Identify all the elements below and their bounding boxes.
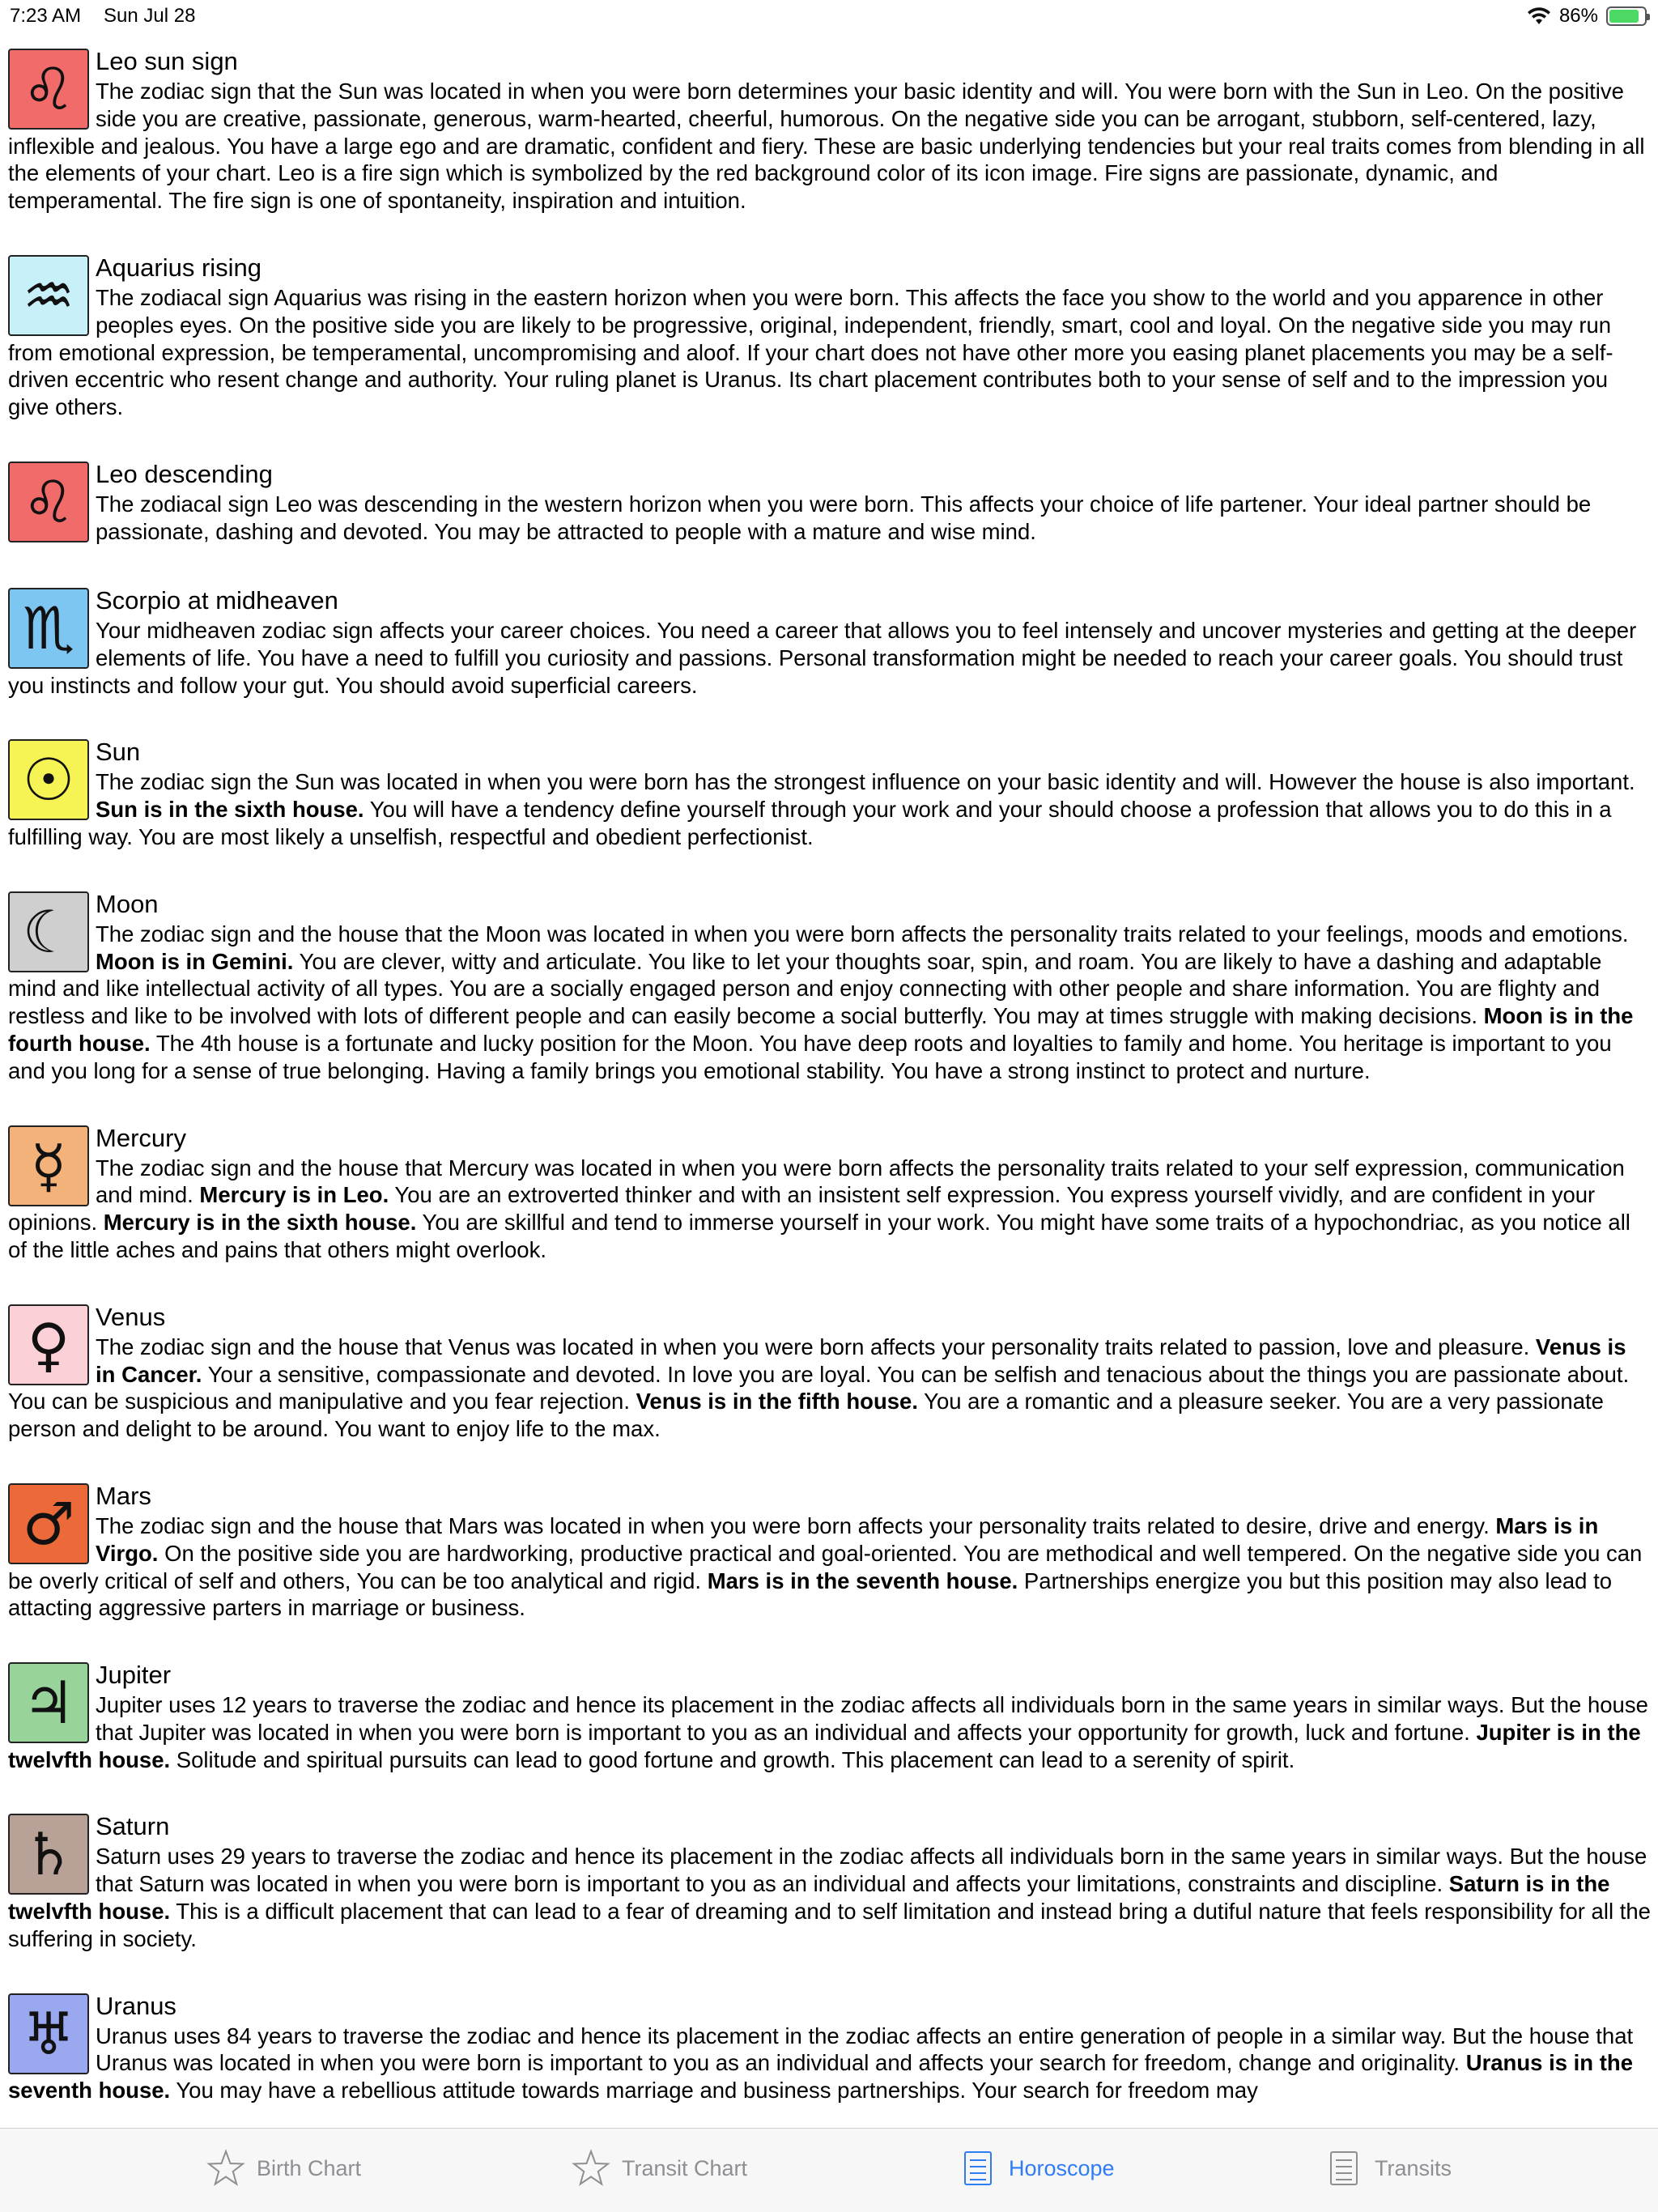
glyph: ☾ bbox=[22, 897, 75, 966]
uranus-icon bbox=[8, 1993, 89, 2074]
tab-horoscope-label: Horoscope bbox=[1009, 2155, 1115, 2180]
description-text: Jupiter uses 12 years to traverse the zodiac and hence its placement in the zodiac affects all individuals born in the same years in similar ways. But the house that Jupiter was located in when you were born is important to you as an individual and affects your opportunity for growth, luck and fortune. bbox=[96, 1692, 1648, 1745]
entry-title: Saturn bbox=[96, 1812, 170, 1841]
tab-transits-label: Transits bbox=[1375, 2155, 1452, 2180]
scorpio-icon bbox=[8, 588, 89, 669]
status-date: Sun Jul 28 bbox=[104, 5, 196, 27]
status-time: 7:23 AM bbox=[10, 5, 82, 27]
horoscope-entry bbox=[8, 252, 1652, 421]
description-text: The zodiac sign the Sun was located in when you were born has the strongest influence on your basic identity and will. However the house is also important. bbox=[96, 769, 1635, 795]
description-text: The zodiacal sign Aquarius was rising in the eastern horizon when you were born. This affects the face you show to the world and you apparence in other peoples eyes. On the positive side you are likely to be progressive, original, independent, friendly, smart, cool and loyal. On the negative side you may run from emotional expression, be temperamental, uncompromising and aloof. If your chart does not have other more you easing planet placements you may be a self-driven eccentric who resent change and authority. Your ruling planet is Uranus. Its chart placement contributes both to your sense of self and to the impression you give others. bbox=[8, 284, 1613, 420]
tab-transit-chart[interactable] bbox=[572, 2148, 747, 2189]
bold-highlight: Uranus is in the seventh house. bbox=[8, 2050, 1633, 2104]
entry-title: Mars bbox=[96, 1481, 151, 1510]
description-text: Uranus uses 84 years to traverse the zodiac and hence its placement in the zodiac affects an entire generation of people in a similar way. But the house that Uranus was located in when you were born is important to you as an individual and affects your search for freedom, change and originality. bbox=[96, 2023, 1634, 2076]
status-right bbox=[1527, 3, 1647, 29]
entry-title: Venus bbox=[96, 1302, 166, 1331]
entry-description bbox=[8, 617, 1652, 699]
description-text: On the positive side you are hardworking, productive practical and goal-oriented. You are methodical and well tempered. On the negative side you can be overly critical of self and others, You can be too analytical and rigid. bbox=[8, 1540, 1643, 1593]
tab-birth-chart-label: Birth Chart bbox=[257, 2155, 362, 2180]
bold-highlight: Moon is in the fourth house. bbox=[8, 1003, 1634, 1056]
bold-highlight: Mercury is in Leo. bbox=[199, 1182, 389, 1208]
description-text: Saturn uses 29 years to traverse the zodiac and hence its placement in the zodiac affects all individuals born in the same years in similar ways. But the house that Saturn was located in when you were born is important to you as an individual and affects your limitations, constraints and discipline. bbox=[96, 1844, 1647, 1897]
entry-description bbox=[8, 78, 1652, 215]
horoscope-entry bbox=[8, 1659, 1652, 1773]
entry-title: Sun bbox=[96, 738, 141, 767]
description-text: Your midheaven zodiac sign affects your career choices. You need a career that allows you to feel intensely and uncover mysteries and getting at the deeper elements of life. You have a need to fulfill you curiosity and passions. Personal transformation might be needed to reach your career goals. You should trust you instincts and follow your gut. You should avoid superficial careers. bbox=[8, 617, 1637, 698]
description-text: The zodiac sign and the house that the Moon was located in when you were born affects the personality traits related to your feelings, moods and emotions. bbox=[96, 921, 1629, 946]
description-text: The zodiac sign and the house that Mars was located in when you were born affects your personality traits related to desire, drive and energy. bbox=[96, 1512, 1496, 1538]
star-icon bbox=[206, 2149, 245, 2188]
glyph: ♒ bbox=[22, 261, 75, 330]
bold-highlight: Mars is in Virgo. bbox=[96, 1512, 1599, 1566]
mercury-icon bbox=[8, 1125, 89, 1206]
tab-birth-chart[interactable] bbox=[206, 2148, 361, 2189]
glyph: ♃ bbox=[22, 1669, 75, 1738]
description-text: The 4th house is a fortunate and lucky position for the Moon. You have deep roots and loyalties to family and home. You heritage is important to you and you long for a sense of true belonging. Having a family brings you emotional stability. You have a strong instinct to protect and nurture. bbox=[8, 1030, 1612, 1083]
mars-icon bbox=[8, 1483, 89, 1564]
entry-description bbox=[8, 768, 1652, 850]
battery-icon bbox=[1606, 6, 1647, 26]
entry-title: Mercury bbox=[96, 1123, 186, 1152]
moon-icon bbox=[8, 891, 89, 972]
saturn-icon bbox=[8, 1814, 89, 1895]
description-text: You may have a rebellious attitude towards marriage and business partnerships. Your search for freedom may bbox=[170, 2078, 1258, 2104]
entry-description bbox=[8, 1691, 1652, 1773]
tab-transit-chart-label: Transit Chart bbox=[622, 2155, 748, 2180]
description-text: The zodiac sign and the house that Venus was located in when you were born affects your personality traits related to passion, love and pleasure. bbox=[96, 1334, 1536, 1359]
horoscope-entry bbox=[8, 1122, 1652, 1264]
bold-highlight: Venus is in the fifth house. bbox=[636, 1389, 918, 1414]
horoscope-entry bbox=[8, 585, 1652, 699]
horoscope-entry bbox=[8, 458, 1652, 547]
status-bar bbox=[0, 0, 1658, 32]
wifi-icon bbox=[1527, 6, 1551, 26]
description-text: The zodiac sign and the house that Mercury was located in when you were born affects the personality traits related to your self expression, communication and mind. bbox=[96, 1155, 1625, 1208]
list-icon bbox=[1324, 2149, 1363, 2188]
glyph: ♌ bbox=[22, 55, 75, 123]
description-text: The zodiac sign that the Sun was located in when you were born determines your basic identity and will. You were born with the Sun in Leo. On the positive side you are creative, passionate, generous, warm-hearted, cheerful, humorous. On the negative side you can be arrogant, stubborn, self-centered, lazy, inflexible and jealous. You have a large ego and are dramatic, confident and fiery. These are basic underlying tendencies but your real traits comes from blending in all the elements of your chart. Leo is a fire sign which is symbolized by the red background color of its icon image. Fire signs are passionate, dynamic, and temperamental. The fire sign is one of spontaneity, inspiration and intuition. bbox=[8, 79, 1645, 214]
entry-description bbox=[8, 1512, 1652, 1622]
venus-icon bbox=[8, 1304, 89, 1385]
bold-highlight: Mercury is in the sixth house. bbox=[103, 1210, 417, 1236]
horoscope-entry bbox=[8, 888, 1652, 1085]
battery-level-fill bbox=[1609, 10, 1639, 23]
entry-title: Jupiter bbox=[96, 1661, 172, 1690]
bold-highlight: Mars is in the seventh house. bbox=[707, 1568, 1018, 1593]
entry-description bbox=[8, 1334, 1652, 1443]
entry-title: Moon bbox=[96, 889, 159, 918]
bold-highlight: Saturn is in the twelvfth house. bbox=[8, 1871, 1610, 1925]
list-icon bbox=[959, 2149, 997, 2188]
horoscope-entry bbox=[8, 1810, 1652, 1952]
horoscope-list[interactable] bbox=[8, 45, 1652, 2128]
description-text: You will have a tendency define yourself through your work and your should choose a profession that allows you to do this in a fulfilling way. You are most likely a unselfish, respectful and obedient perfectionist. bbox=[8, 797, 1612, 849]
description-text: You are clever, witty and articulate. You like to let your thoughts soar, spin, and roam. You are likely to have a dashing and adaptable mind and like intellectual activity of all types. You are a socially engaged person and enjoy connecting with other people and share information. You are flighty and restless and like to be involved with lots of different people and can easily become a social butterfly. You may at times struggle with making decisions. bbox=[8, 948, 1602, 1029]
entry-title: Aquarius rising bbox=[96, 253, 262, 282]
description-text: Solitude and spiritual pursuits can lead to good fortune and growth. This placement can lead to a serenity of spirit. bbox=[170, 1746, 1295, 1772]
entry-title: Uranus bbox=[96, 1991, 176, 2020]
bold-highlight: Moon is in Gemini. bbox=[96, 948, 294, 974]
glyph: ♏ bbox=[22, 593, 75, 662]
glyph: ♄ bbox=[22, 1820, 75, 1889]
entry-title: Leo descending bbox=[96, 459, 273, 488]
tab-transits[interactable] bbox=[1324, 2148, 1452, 2189]
bold-highlight: Jupiter is in the twelvfth house. bbox=[8, 1719, 1641, 1772]
horoscope-entry bbox=[8, 736, 1652, 850]
jupiter-icon bbox=[8, 1662, 89, 1743]
glyph: ♌ bbox=[22, 467, 75, 536]
description-text: Partnerships energize you but this position may also lead to attacting aggressive parters in marriage or business. bbox=[8, 1568, 1613, 1621]
description-text: You are a romantic and a pleasure seeker. You are a very passionate person and delight to be around. You want to enjoy life to the max. bbox=[8, 1389, 1604, 1442]
entry-title: Scorpio at midheaven bbox=[96, 585, 338, 615]
glyph: ♀ bbox=[27, 1310, 70, 1379]
entry-description bbox=[8, 1843, 1652, 1952]
sun-icon bbox=[8, 739, 89, 820]
battery-percent: 86% bbox=[1558, 5, 1598, 27]
aquarius-icon bbox=[8, 255, 89, 336]
bold-highlight: Venus is in Cancer. bbox=[96, 1334, 1626, 1387]
horoscope-entry bbox=[8, 45, 1652, 215]
leo-icon bbox=[8, 49, 89, 130]
description-text: Your a sensitive, compassionate and devoted. In love you are loyal. You can be selfish and tenacious about the things you are passionate about. You can be suspicious and manipulative and you fear rejection. bbox=[8, 1361, 1630, 1414]
entry-description bbox=[8, 921, 1652, 1085]
tab-horoscope[interactable] bbox=[959, 2148, 1115, 2189]
glyph: ♂ bbox=[22, 1489, 75, 1558]
description-text: The zodiacal sign Leo was descending in the western horizon when you were born. This affects your choice of life partener. Your ideal partner should be passionate, dashing and devoted. You may be attracted to people with a mature and wise mind. bbox=[96, 491, 1592, 544]
entry-title: Leo sun sign bbox=[96, 47, 238, 75]
entry-description bbox=[8, 284, 1652, 421]
entry-description bbox=[8, 2023, 1652, 2104]
description-text: This is a difficult placement that can lead to a fear of dreaming and to self limitation and instead bring a dutiful nature that feels responsibility for all the suffering in society. bbox=[8, 1899, 1651, 1951]
description-text: You are skillful and tend to immerse yourself in your work. You might have some traits of a hypochondriac, as you notice all of the little aches and pains that others might overlook. bbox=[8, 1210, 1630, 1262]
description-text: You are an extroverted thinker and with an insistent self expression. You express yourself vividly, and are confident in your opinions. bbox=[8, 1182, 1596, 1236]
horoscope-entry bbox=[8, 1480, 1652, 1622]
glyph: ☿ bbox=[30, 1131, 67, 1200]
leo-icon bbox=[8, 462, 89, 542]
entry-description bbox=[8, 1155, 1652, 1264]
horoscope-entry bbox=[8, 1990, 1652, 2104]
entry-description bbox=[8, 491, 1652, 546]
glyph: ♅ bbox=[22, 1999, 75, 2068]
horoscope-entry bbox=[8, 1301, 1652, 1443]
star-icon bbox=[572, 2149, 610, 2188]
bold-highlight: Sun is in the sixth house. bbox=[96, 797, 364, 823]
tab-bar bbox=[0, 2128, 1658, 2212]
glyph: ☉ bbox=[22, 746, 75, 815]
